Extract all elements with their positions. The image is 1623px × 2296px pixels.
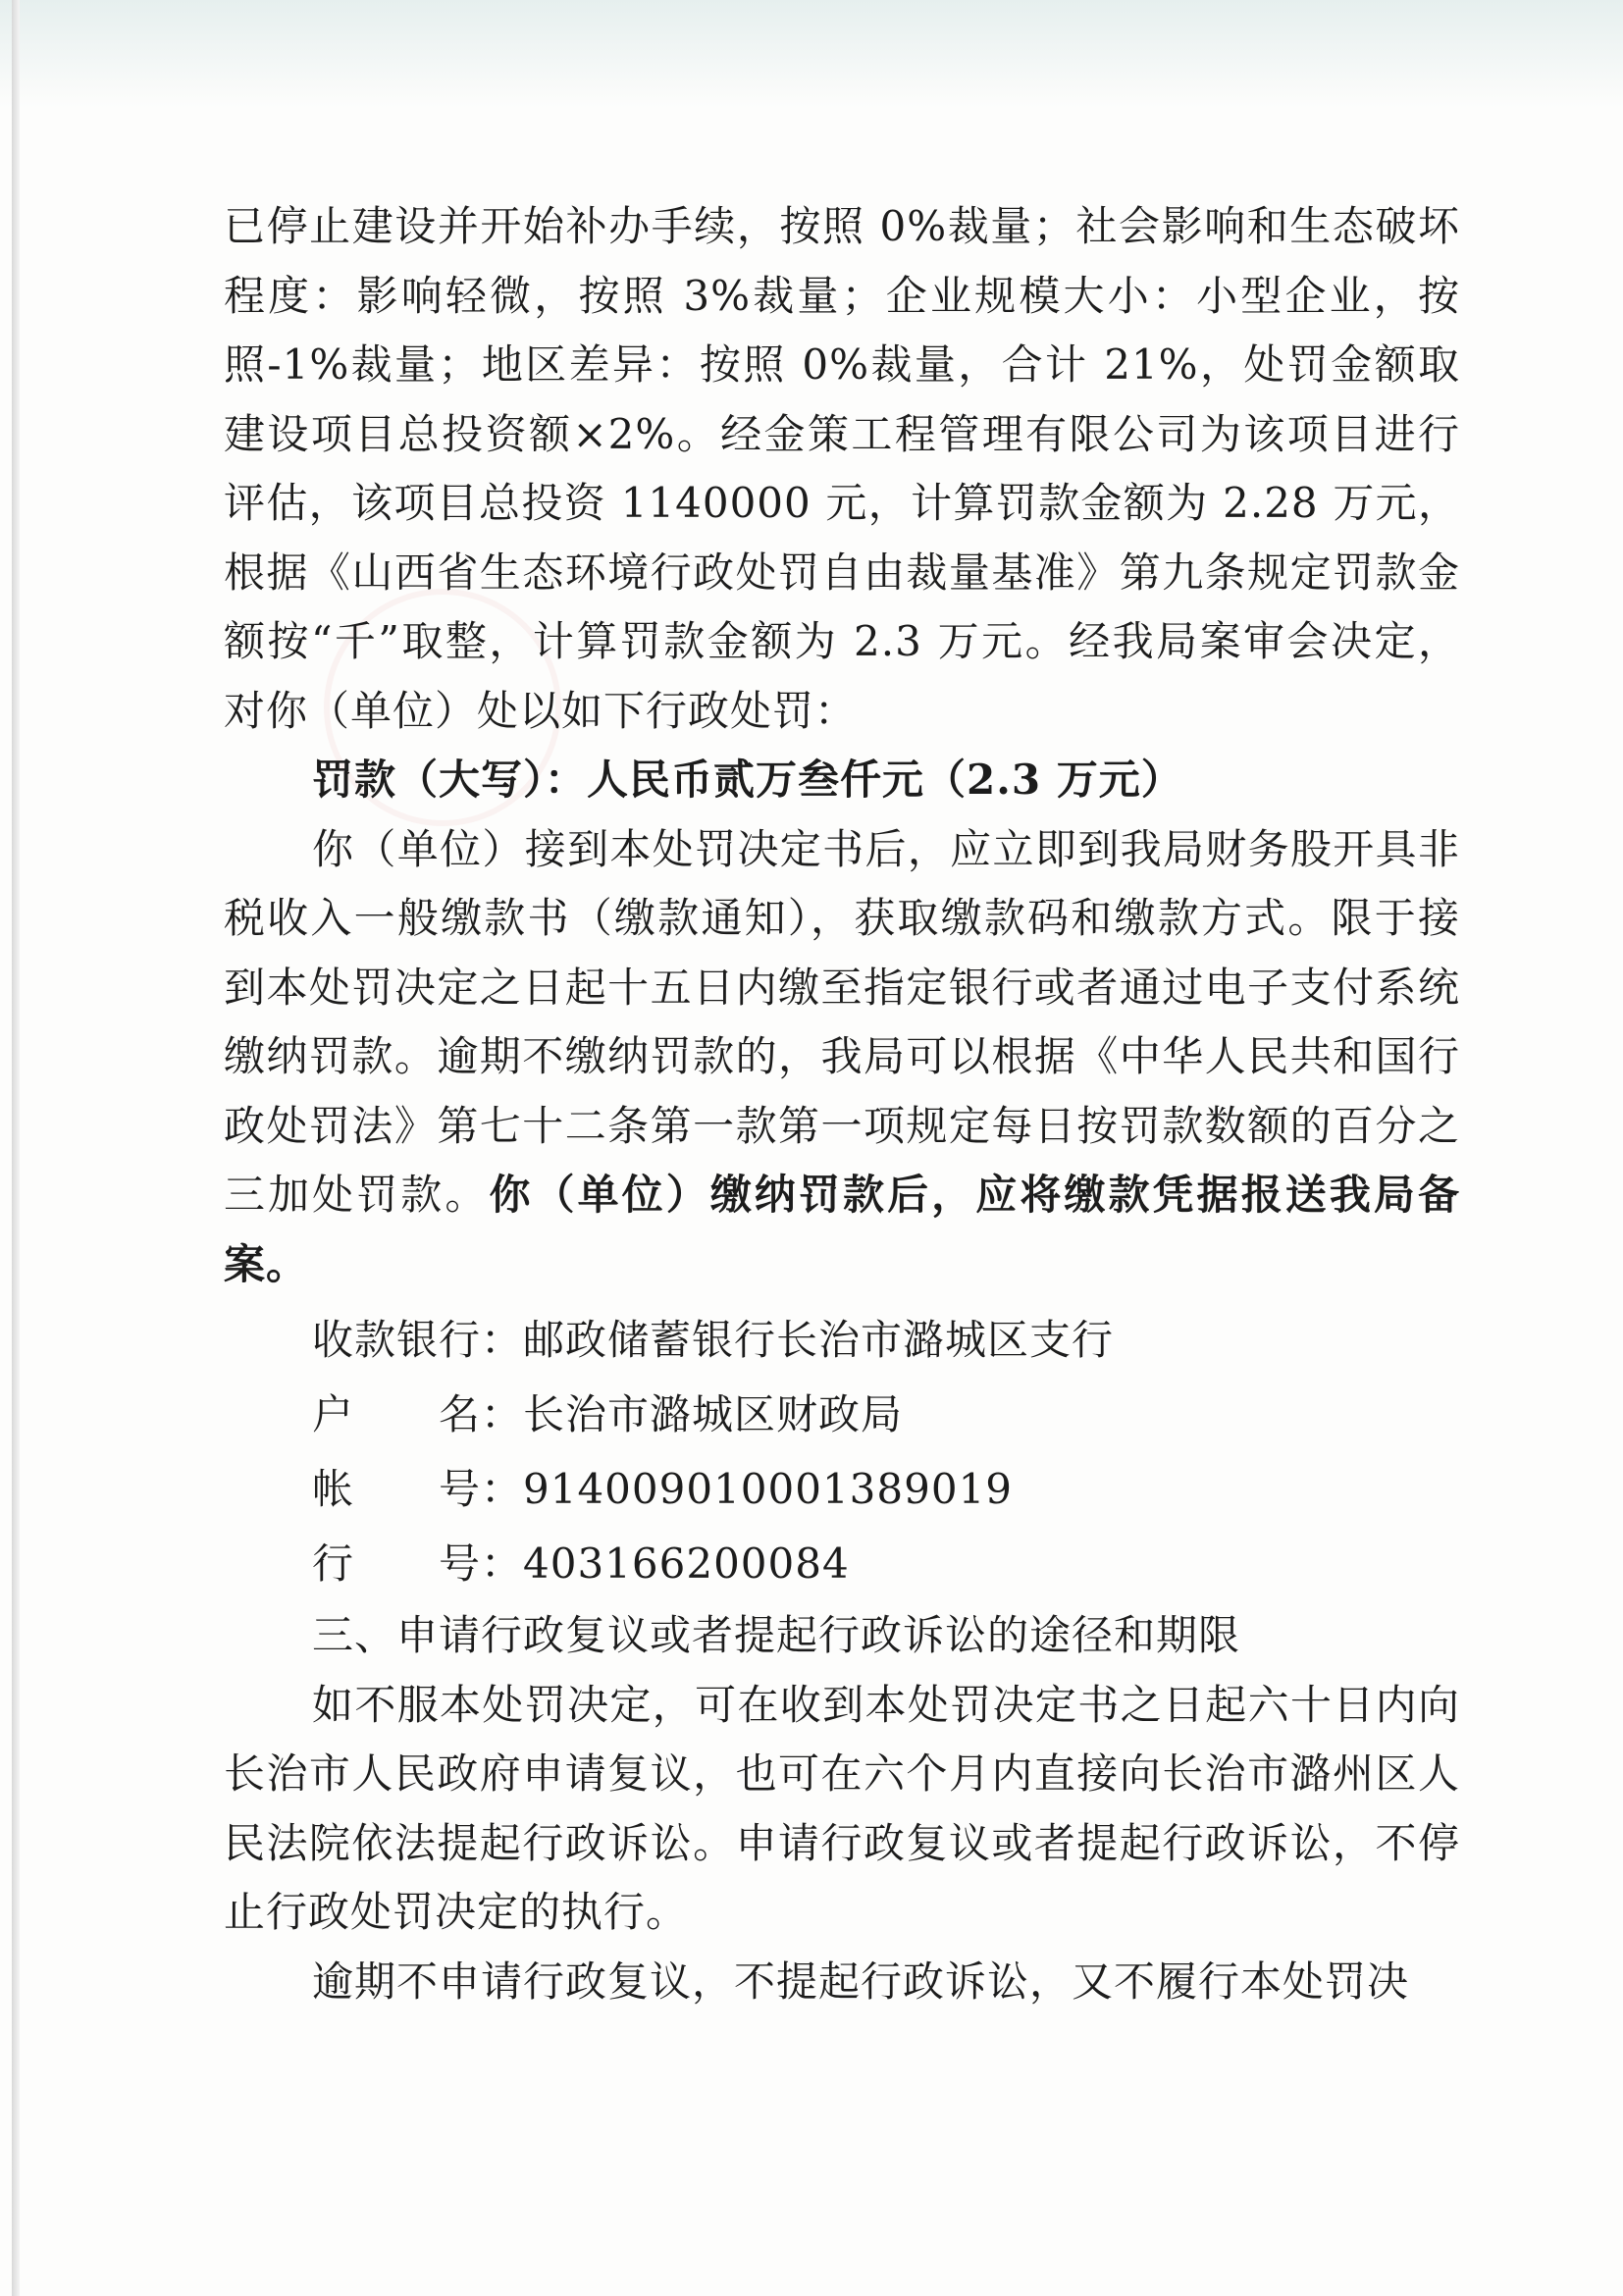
section-3-heading: 三、申请行政复议或者提起行政诉讼的途径和期限 [312, 1611, 1241, 1659]
fine-amount-statement: 罚款（大写）：人民币贰万叁仟元（2.3 万元） [312, 756, 1183, 804]
bank-name-row [224, 1303, 1460, 1378]
bank-code-label: 行 号： [312, 1539, 524, 1588]
account-name-label: 户 名： [312, 1390, 524, 1438]
assessment-paragraph: 已停止建设并开始补办手续，按照 0%裁量；社会影响和生态破坏程度：影响轻微，按照 3%裁量；企业规模大小：小型企业，按照-1%裁量；地区差异：按照 0%裁量，合计 21%，处罚金额取建设项目总投资额×2%。经金策工程管理有限公司为该项目进行评估，该项目总投资 1140000 元，计算罚款金额为 2.28 万元，根据《山西省生态环境行政处罚自由裁量基准》第九条规定罚款金额按“千”取整，计算罚款金额为 2.3 万元。经我局案审会决定，对你（单位）处以如下行政处罚： [224, 202, 1460, 735]
scan-shading [0, 0, 1623, 108]
bank-name-label: 收款银行： [312, 1316, 524, 1364]
account-name-value: 长治市潞城区财政局 [523, 1390, 904, 1438]
account-number-row [224, 1452, 1460, 1527]
account-number-value: 914009010001389019 [523, 1465, 1014, 1513]
document-body [224, 192, 1460, 2016]
scan-edge [12, 0, 20, 2296]
bank-name-value: 邮政储蓄银行长治市潞城区支行 [523, 1316, 1115, 1364]
bank-code-row [224, 1527, 1460, 1601]
bank-code-value: 403166200084 [523, 1539, 850, 1588]
payment-receipt-notice: 你（单位）缴纳罚款后，应将缴款凭据报送我局备案。 [224, 1171, 1460, 1288]
payment-instructions-paragraph [224, 815, 1460, 1300]
account-number-label: 帐 号： [312, 1465, 524, 1513]
account-name-row [224, 1378, 1460, 1452]
enforcement-paragraph: 逾期不申请行政复议，不提起行政诉讼，又不履行本处罚决 [312, 1957, 1410, 2006]
payment-instructions-text: 你（单位）接到本处罚决定书后，应立即到我局财务股开具非税收入一般缴款书（缴款通知），获取缴款码和缴款方式。限于接到本处罚决定之日起十五日内缴至指定银行或者通过电子支付系统缴纳罚款。逾期不缴纳罚款的，我局可以根据《中华人民共和国行政处罚法》第七十二条第一款第一项规定每日按罚款数额的百分之三加处罚款。 [224, 824, 1460, 1219]
appeal-paragraph: 如不服本处罚决定，可在收到本处罚决定书之日起六十日内向长治市人民政府申请复议，也可在六个月内直接向长治市潞州区人民法院依法提起行政诉讼。申请行政复议或者提起行政诉讼，不停止行政处罚决定的执行。 [224, 1680, 1460, 1936]
